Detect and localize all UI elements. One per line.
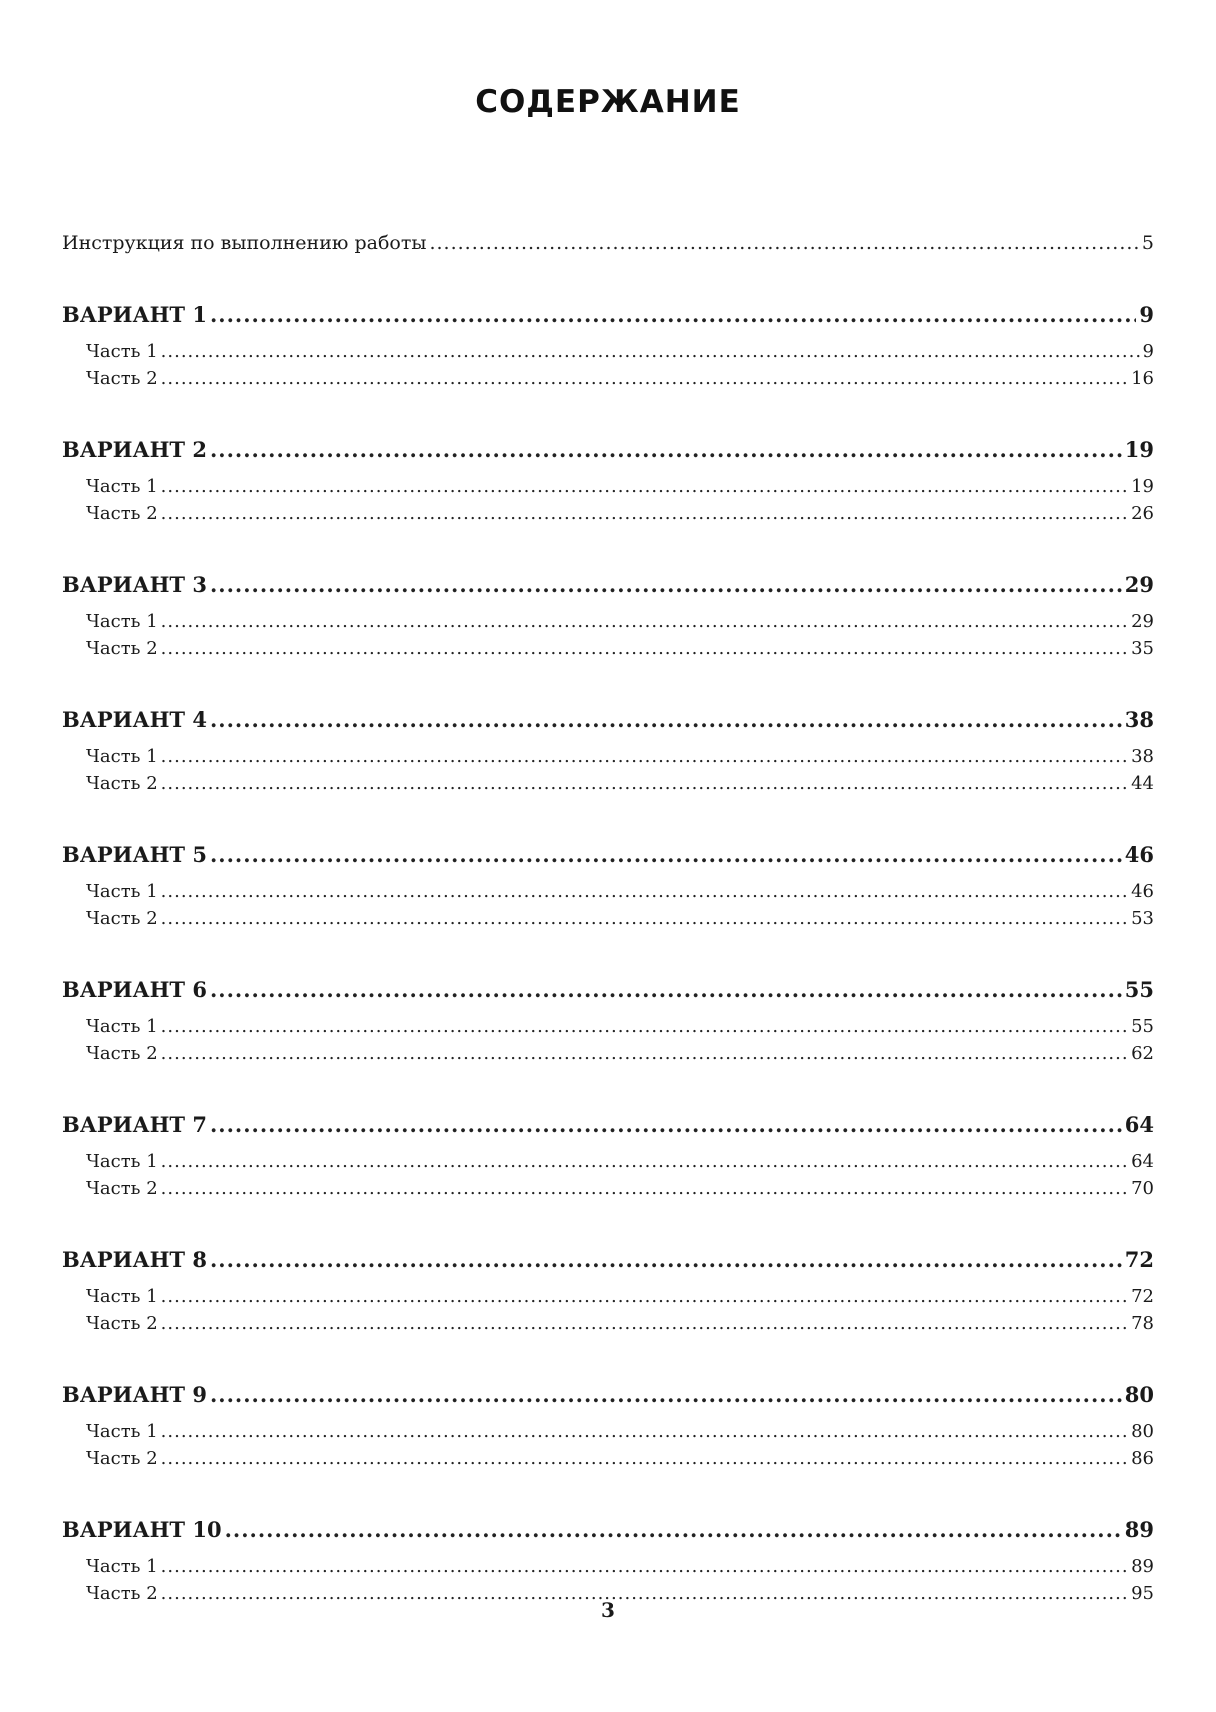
dot-leader: [161, 773, 1128, 794]
toc-entry-page: 72: [1124, 1247, 1154, 1272]
toc-entry-label: Часть 2: [86, 368, 158, 389]
toc-entry-variant-3[interactable]: [62, 572, 1154, 602]
dot-leader: [210, 302, 1136, 327]
toc-entry-variant-6[interactable]: [62, 977, 1154, 1007]
toc-entry-variant-7-part-2[interactable]: [62, 1178, 1154, 1205]
toc-entry-page: 44: [1131, 773, 1154, 794]
toc-entry-page: 35: [1131, 638, 1154, 659]
dot-leader: [210, 977, 1122, 1002]
toc-entry-page: 64: [1124, 1112, 1154, 1137]
toc-section-variant-3: [62, 572, 1154, 665]
dot-leader: [210, 1112, 1122, 1137]
toc-entry-label: Часть 1: [86, 1151, 158, 1172]
toc-entry-page: 80: [1131, 1421, 1154, 1442]
toc-entry-variant-9-part-2[interactable]: [62, 1448, 1154, 1475]
toc-entry-variant-10-part-1[interactable]: [62, 1556, 1154, 1583]
toc-entry-variant-8-part-1[interactable]: [62, 1286, 1154, 1313]
page-number: 3: [601, 1598, 615, 1622]
dot-leader: [210, 437, 1122, 462]
dot-leader: [161, 1151, 1128, 1172]
toc-entry-page: 46: [1131, 881, 1154, 902]
toc-entry-variant-3-part-1[interactable]: [62, 611, 1154, 638]
toc-entry-label: ВАРИАНТ 6: [62, 977, 207, 1002]
toc-entry-label: Инструкция по выполнению работы: [62, 232, 427, 254]
toc-entry-label: ВАРИАНТ 8: [62, 1247, 207, 1272]
toc-entry-label: ВАРИАНТ 2: [62, 437, 207, 462]
dot-leader: [161, 638, 1128, 659]
toc-entry-variant-5[interactable]: [62, 842, 1154, 872]
toc-entry-label: Часть 1: [86, 476, 158, 497]
toc-entry-variant-4-part-2[interactable]: [62, 773, 1154, 800]
toc-entry-page: 38: [1131, 746, 1154, 767]
toc-entry-label: ВАРИАНТ 3: [62, 572, 207, 597]
dot-leader: [161, 746, 1128, 767]
toc-entry-page: 16: [1131, 368, 1154, 389]
toc-entry-page: 5: [1141, 232, 1154, 254]
toc-entry-label: Часть 2: [86, 1043, 158, 1064]
toc-entry-variant-7[interactable]: [62, 1112, 1154, 1142]
toc-entry-variant-6-part-2[interactable]: [62, 1043, 1154, 1070]
toc-entry-page: 9: [1142, 341, 1154, 362]
toc-entry-label: ВАРИАНТ 9: [62, 1382, 207, 1407]
toc-section-variant-8: [62, 1247, 1154, 1340]
toc-entry-variant-10[interactable]: [62, 1517, 1154, 1547]
dot-leader: [161, 1286, 1128, 1307]
toc-entry-variant-5-part-2[interactable]: [62, 908, 1154, 935]
toc-entry-page: 80: [1124, 1382, 1154, 1407]
toc-entry-label: Часть 1: [86, 1016, 158, 1037]
toc-entry-variant-8-part-2[interactable]: [62, 1313, 1154, 1340]
toc-entry-label: Часть 2: [86, 638, 158, 659]
dot-leader: [161, 1556, 1128, 1577]
toc-entry-label: Часть 1: [86, 1421, 158, 1442]
dot-leader: [161, 908, 1128, 929]
toc-entry-page: 89: [1131, 1556, 1154, 1577]
toc-entry-label: ВАРИАНТ 1: [62, 302, 207, 327]
toc-entry-variant-1[interactable]: [62, 302, 1154, 332]
dot-leader: [210, 572, 1122, 597]
toc-section-variant-5: [62, 842, 1154, 935]
toc-entry-page: 55: [1131, 1016, 1154, 1037]
toc-entry-label: ВАРИАНТ 5: [62, 842, 207, 867]
toc-entry-page: 62: [1131, 1043, 1154, 1064]
dot-leader: [161, 1016, 1128, 1037]
toc-entry-variant-2-part-2[interactable]: [62, 503, 1154, 530]
toc-entry-label: Часть 2: [86, 908, 158, 929]
page-title: СОДЕРЖАНИЕ: [475, 84, 741, 120]
toc-entry-variant-4-part-1[interactable]: [62, 746, 1154, 773]
toc-entry-page: 78: [1131, 1313, 1154, 1334]
toc-entry-label: ВАРИАНТ 7: [62, 1112, 207, 1137]
dot-leader: [161, 1043, 1128, 1064]
toc-entry-variant-7-part-1[interactable]: [62, 1151, 1154, 1178]
toc-entry-label: Часть 2: [86, 1178, 158, 1199]
toc-entry-variant-8[interactable]: [62, 1247, 1154, 1277]
toc-entry-label: Часть 1: [86, 611, 158, 632]
toc-entry-variant-6-part-1[interactable]: [62, 1016, 1154, 1043]
toc-entry-page: 29: [1131, 611, 1154, 632]
toc-entry-page: 53: [1131, 908, 1154, 929]
toc-entry-variant-1-part-1[interactable]: [62, 341, 1154, 368]
toc-entry-variant-9-part-1[interactable]: [62, 1421, 1154, 1448]
toc-entry-variant-4[interactable]: [62, 707, 1154, 737]
dot-leader: [210, 842, 1122, 867]
toc-section-variant-10: [62, 1517, 1154, 1610]
toc-section-variant-4: [62, 707, 1154, 800]
toc-entry-page: 70: [1131, 1178, 1154, 1199]
toc-entry-page: 86: [1131, 1448, 1154, 1469]
toc-entry-variant-5-part-1[interactable]: [62, 881, 1154, 908]
toc-entry-label: Часть 2: [86, 503, 158, 524]
toc-entry-label: Часть 2: [86, 1313, 158, 1334]
toc-entry-page: 72: [1131, 1286, 1154, 1307]
toc-entry-page: 95: [1131, 1583, 1154, 1604]
toc-entry-label: Часть 1: [86, 881, 158, 902]
toc-entry-page: 29: [1124, 572, 1154, 597]
toc-entry-label: Часть 1: [86, 1556, 158, 1577]
dot-leader: [161, 1421, 1128, 1442]
toc-entry-page: 46: [1124, 842, 1154, 867]
dot-leader: [161, 611, 1128, 632]
toc-entry-label: Часть 1: [86, 1286, 158, 1307]
table-of-contents: [62, 232, 1154, 1610]
toc-entry-variant-1-part-2[interactable]: [62, 368, 1154, 395]
toc-entry-page: 38: [1124, 707, 1154, 732]
dot-leader: [161, 1178, 1128, 1199]
toc-entry-page: 26: [1131, 503, 1154, 524]
toc-entry-label: Часть 1: [86, 341, 158, 362]
dot-leader: [210, 1247, 1122, 1272]
dot-leader: [161, 881, 1128, 902]
toc-entry-page: 19: [1131, 476, 1154, 497]
toc-section-variant-9: [62, 1382, 1154, 1475]
dot-leader: [161, 368, 1128, 389]
toc-section-variant-7: [62, 1112, 1154, 1205]
toc-entry-page: 89: [1124, 1517, 1154, 1542]
toc-entry-variant-2-part-1[interactable]: [62, 476, 1154, 503]
toc-entry-variant-3-part-2[interactable]: [62, 638, 1154, 665]
toc-entry-label: Часть 2: [86, 1448, 158, 1469]
toc-section-variant-2: [62, 437, 1154, 530]
toc-entry-label: ВАРИАНТ 10: [62, 1517, 222, 1542]
dot-leader: [161, 476, 1128, 497]
toc-section-variant-1: [62, 302, 1154, 395]
dot-leader: [210, 707, 1122, 732]
toc-entry-label: Часть 2: [86, 773, 158, 794]
toc-entry-variant-9[interactable]: [62, 1382, 1154, 1412]
toc-entry-label: Часть 2: [86, 1583, 158, 1604]
dot-leader: [161, 1313, 1128, 1334]
dot-leader: [161, 1448, 1128, 1469]
toc-entry-page: 55: [1124, 977, 1154, 1002]
dot-leader: [161, 503, 1128, 524]
dot-leader: [210, 1382, 1122, 1407]
dot-leader: [429, 232, 1138, 254]
toc-section-variant-6: [62, 977, 1154, 1070]
toc-entry-page: 64: [1131, 1151, 1154, 1172]
toc-entry-page: 9: [1139, 302, 1154, 327]
toc-entry-variant-2[interactable]: [62, 437, 1154, 467]
toc-entry-label: ВАРИАНТ 4: [62, 707, 207, 732]
toc-entry-label: Часть 1: [86, 746, 158, 767]
toc-entry-instructions[interactable]: [62, 232, 1154, 260]
dot-leader: [225, 1517, 1122, 1542]
dot-leader: [161, 341, 1140, 362]
toc-entry-page: 19: [1124, 437, 1154, 462]
